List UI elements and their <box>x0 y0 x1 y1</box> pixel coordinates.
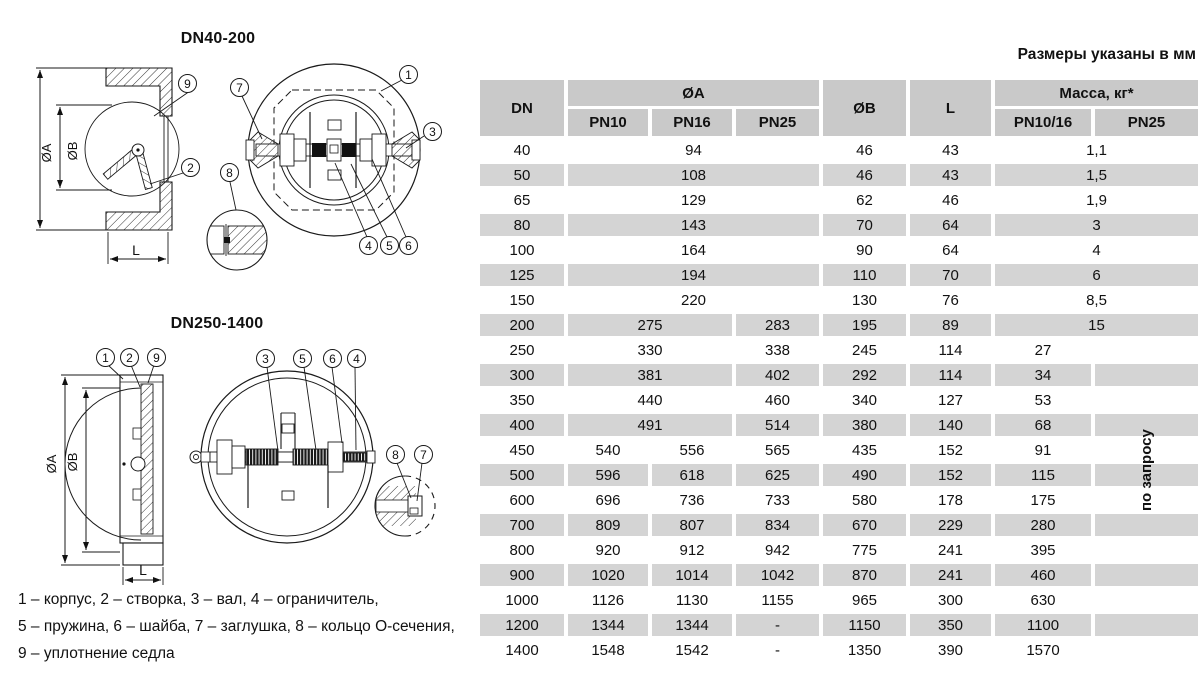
cell-dn: 1400 <box>480 639 564 661</box>
cell-l: 89 <box>910 314 991 336</box>
cell-mass-pn1016: 280 <box>995 514 1091 536</box>
cell-mass-pn1016: 68 <box>995 414 1091 436</box>
cell-mass: 1,5 <box>995 164 1198 186</box>
col-header-mass: Масса, кг* <box>995 80 1198 106</box>
cell-dn: 1200 <box>480 614 564 636</box>
cell-dn: 40 <box>480 139 564 161</box>
diagram-dn250-1400 <box>20 312 460 592</box>
cell-l: 241 <box>910 539 991 561</box>
cell-mass: 15 <box>995 314 1198 336</box>
cell-dn: 100 <box>480 239 564 261</box>
cell-ob: 870 <box>823 564 906 586</box>
on-request-label: по запросу <box>1138 429 1155 511</box>
dim-label-ob: ØB <box>65 452 80 472</box>
callout-2: 2 <box>120 348 139 367</box>
callout-6: 6 <box>323 349 342 368</box>
cell-dn: 65 <box>480 189 564 211</box>
cell-oa-pn10: 596 <box>568 464 648 486</box>
cell-dn: 1000 <box>480 589 564 611</box>
cell-l: 229 <box>910 514 991 536</box>
cell-oa-pn10: 1344 <box>568 614 648 636</box>
cell-l: 300 <box>910 589 991 611</box>
cell-ob: 490 <box>823 464 906 486</box>
cell-ob: 46 <box>823 139 906 161</box>
cell-ob: 580 <box>823 489 906 511</box>
dn40-200-drawing <box>20 28 460 300</box>
col-header-ob: ØB <box>823 80 906 136</box>
cell-l: 152 <box>910 464 991 486</box>
cell-ob: 46 <box>823 164 906 186</box>
cell-dn: 450 <box>480 439 564 461</box>
cell-dn: 200 <box>480 314 564 336</box>
cell-l: 76 <box>910 289 991 311</box>
callout-5: 5 <box>380 236 399 255</box>
cell-l: 114 <box>910 339 991 361</box>
col-header-pn1016: PN10/16 <box>995 109 1091 136</box>
cell-oa: 108 <box>568 164 819 186</box>
cell-oa-pn16: 1130 <box>652 589 732 611</box>
legend-line: 5 – пружина, 6 – шайба, 7 – заглушка, 8 – кольцо О-сечения, <box>18 618 455 635</box>
cell-oa-pn25: 514 <box>736 414 819 436</box>
callout-3: 3 <box>423 122 442 141</box>
col-header-pn25: PN25 <box>736 109 819 136</box>
parts-legend <box>18 586 455 667</box>
cell-ob: 130 <box>823 289 906 311</box>
cell-mass-pn1016: 395 <box>995 539 1091 561</box>
cell-dn: 50 <box>480 164 564 186</box>
cell-ob: 965 <box>823 589 906 611</box>
callout-9: 9 <box>147 348 166 367</box>
cell-dn: 400 <box>480 414 564 436</box>
callout-2: 2 <box>181 158 200 177</box>
callout-1: 1 <box>96 348 115 367</box>
cell-dn: 800 <box>480 539 564 561</box>
diagram-title: DN40-200 <box>180 30 256 47</box>
callout-8: 8 <box>386 445 405 464</box>
cell-ob: 435 <box>823 439 906 461</box>
col-header-dn: DN <box>480 80 564 136</box>
cell-mass: 8,5 <box>995 289 1198 311</box>
cell-oa: 94 <box>568 139 819 161</box>
callout-4: 4 <box>347 349 366 368</box>
cell-ob: 245 <box>823 339 906 361</box>
callout-4: 4 <box>359 236 378 255</box>
cell-mass-pn1016: 1570 <box>995 639 1091 661</box>
cell-l: 390 <box>910 639 991 661</box>
cell-l: 140 <box>910 414 991 436</box>
units-note: Размеры указаны в мм <box>1017 46 1196 63</box>
cell-oa-pn16: 1014 <box>652 564 732 586</box>
dim-label-oa: ØA <box>44 454 59 474</box>
cell-mass-pn1016: 115 <box>995 464 1091 486</box>
callout-3: 3 <box>256 349 275 368</box>
cell-mass-pn25 <box>1095 589 1198 611</box>
cell-ob: 775 <box>823 539 906 561</box>
cell-dn: 600 <box>480 489 564 511</box>
cell-oa: 129 <box>568 189 819 211</box>
cell-oa-pn25: 460 <box>736 389 819 411</box>
cell-oa-pn25: 942 <box>736 539 819 561</box>
cell-mass-pn1016: 1100 <box>995 614 1091 636</box>
cell-oa-pn10: 696 <box>568 489 648 511</box>
cell-oa: 194 <box>568 264 819 286</box>
cell-dn: 250 <box>480 339 564 361</box>
cell-mass: 1,9 <box>995 189 1198 211</box>
cell-ob: 90 <box>823 239 906 261</box>
cell-mass-pn1016: 27 <box>995 339 1091 361</box>
col-header-l: L <box>910 80 991 136</box>
cell-mass-pn1016: 53 <box>995 389 1091 411</box>
cell-ob: 70 <box>823 214 906 236</box>
dimensions-table <box>480 80 1198 661</box>
cell-l: 178 <box>910 489 991 511</box>
cell-oa-pn16: 556 <box>652 439 732 461</box>
cell-l: 127 <box>910 389 991 411</box>
cell-oa-pn25: 625 <box>736 464 819 486</box>
cell-mass-pn1016: 91 <box>995 439 1091 461</box>
cell-mass-pn1016: 34 <box>995 364 1091 386</box>
legend-line: 1 – корпус, 2 – створка, 3 – вал, 4 – ограничитель, <box>18 591 379 608</box>
col-header-pn25-mass: PN25 <box>1095 109 1198 136</box>
cell-l: 70 <box>910 264 991 286</box>
cell-oa-pn25: 733 <box>736 489 819 511</box>
cell-mass-pn25 <box>1095 564 1198 586</box>
cell-ob: 1150 <box>823 614 906 636</box>
cell-mass-pn25 <box>1095 614 1198 636</box>
cell-oa-pn10: 920 <box>568 539 648 561</box>
cell-ob: 1350 <box>823 639 906 661</box>
dim-label-oa: ØA <box>39 143 54 163</box>
cell-l: 241 <box>910 564 991 586</box>
cell-oa: 143 <box>568 214 819 236</box>
cell-oa-pn25: 565 <box>736 439 819 461</box>
cell-oa-pn10: 540 <box>568 439 648 461</box>
cell-dn: 80 <box>480 214 564 236</box>
cell-oa-pn25: 834 <box>736 514 819 536</box>
cell-oa-pn25: 1155 <box>736 589 819 611</box>
cell-mass: 4 <box>995 239 1198 261</box>
cell-oa-pn25: 402 <box>736 364 819 386</box>
cell-mass: 6 <box>995 264 1198 286</box>
cell-oa-pn10: 1020 <box>568 564 648 586</box>
cell-oa-pn1016: 381 <box>568 364 732 386</box>
cell-oa-pn25: - <box>736 639 819 661</box>
cell-dn: 700 <box>480 514 564 536</box>
cell-oa-pn1016: 440 <box>568 389 732 411</box>
callout-6: 6 <box>399 236 418 255</box>
callout-9: 9 <box>178 74 197 93</box>
cell-mass-pn25 <box>1095 639 1198 661</box>
cell-oa-pn1016: 491 <box>568 414 732 436</box>
cell-l: 46 <box>910 189 991 211</box>
cell-oa-pn10: 1126 <box>568 589 648 611</box>
cell-dn: 500 <box>480 464 564 486</box>
cell-oa-pn10: 1548 <box>568 639 648 661</box>
cell-dn: 900 <box>480 564 564 586</box>
dim-label-ob: ØB <box>65 141 80 161</box>
cell-ob: 292 <box>823 364 906 386</box>
dimensions-table-grid <box>480 80 1198 661</box>
col-header-pn16: PN16 <box>652 109 732 136</box>
cell-ob: 62 <box>823 189 906 211</box>
cell-mass-pn1016: 460 <box>995 564 1091 586</box>
cell-l: 350 <box>910 614 991 636</box>
cell-l: 114 <box>910 364 991 386</box>
callout-7: 7 <box>230 78 249 97</box>
cell-l: 152 <box>910 439 991 461</box>
cell-oa-pn16: 912 <box>652 539 732 561</box>
cell-ob: 670 <box>823 514 906 536</box>
cell-ob: 380 <box>823 414 906 436</box>
cell-mass: 3 <box>995 214 1198 236</box>
diagram-title: DN250-1400 <box>170 315 264 332</box>
cell-l: 43 <box>910 164 991 186</box>
cell-l: 64 <box>910 239 991 261</box>
cell-oa-pn1016: 275 <box>568 314 732 336</box>
cell-oa-pn16: 736 <box>652 489 732 511</box>
col-header-pn10: PN10 <box>568 109 648 136</box>
cell-mass-pn25 <box>1095 339 1198 361</box>
cell-oa-pn16: 807 <box>652 514 732 536</box>
cell-l: 43 <box>910 139 991 161</box>
cell-oa: 220 <box>568 289 819 311</box>
cell-mass: 1,1 <box>995 139 1198 161</box>
cell-oa-pn16: 618 <box>652 464 732 486</box>
col-header-oa: ØA <box>568 80 819 106</box>
callout-5: 5 <box>293 349 312 368</box>
callout-8: 8 <box>220 163 239 182</box>
cell-oa-pn25: - <box>736 614 819 636</box>
cell-oa-pn10: 809 <box>568 514 648 536</box>
cell-dn: 300 <box>480 364 564 386</box>
cell-ob: 340 <box>823 389 906 411</box>
cell-ob: 110 <box>823 264 906 286</box>
cell-dn: 150 <box>480 289 564 311</box>
callout-7: 7 <box>414 445 433 464</box>
cell-oa-pn1016: 330 <box>568 339 732 361</box>
diagram-dn40-200 <box>20 28 460 300</box>
cell-dn: 350 <box>480 389 564 411</box>
legend-line: 9 – уплотнение седла <box>18 645 175 662</box>
cell-mass-pn1016: 630 <box>995 589 1091 611</box>
dim-label-l: L <box>132 242 140 258</box>
cell-oa-pn25: 1042 <box>736 564 819 586</box>
cell-oa-pn16: 1542 <box>652 639 732 661</box>
cell-mass-pn1016: 175 <box>995 489 1091 511</box>
cell-oa: 164 <box>568 239 819 261</box>
cell-oa-pn25: 283 <box>736 314 819 336</box>
cell-dn: 125 <box>480 264 564 286</box>
cell-l: 64 <box>910 214 991 236</box>
cell-oa-pn16: 1344 <box>652 614 732 636</box>
callout-1: 1 <box>399 65 418 84</box>
cell-oa-pn25: 338 <box>736 339 819 361</box>
dim-label-l: L <box>139 562 147 578</box>
cell-ob: 195 <box>823 314 906 336</box>
